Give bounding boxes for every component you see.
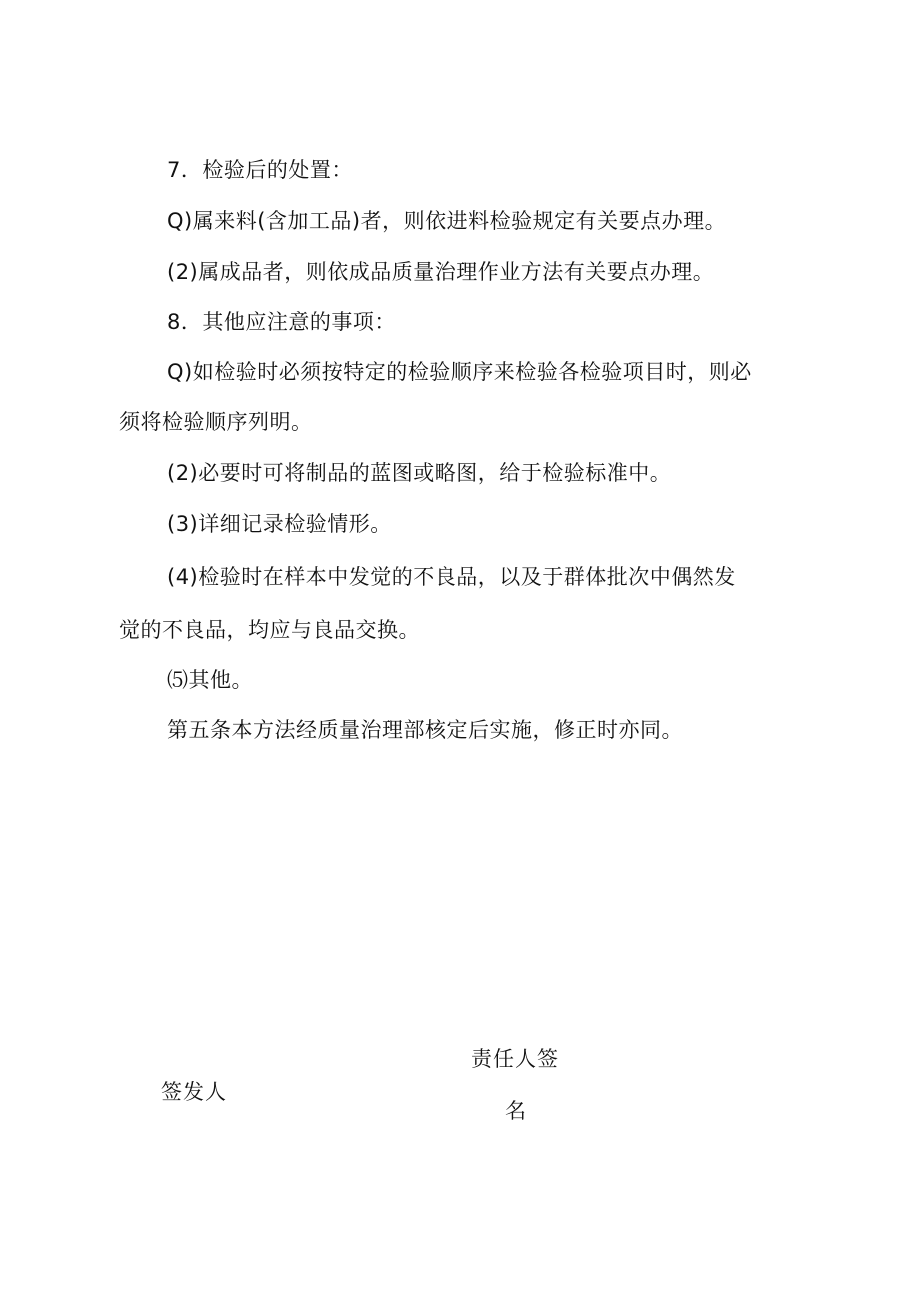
responsible-label-line1: 责任人签 xyxy=(471,1047,559,1071)
section-8-item-4-continued: 觉的不良品，均应与良品交换。 xyxy=(119,618,420,642)
article-5-text: 第五条本方法经质量治理部核定后实施，修正时亦同。 xyxy=(167,718,683,742)
section-8-item-1: Q)如检验时必须按特定的检验顺序来检验各检验项目时，则必 xyxy=(167,360,752,384)
section-8-item-1-continued: 须将检验顺序列明。 xyxy=(119,410,313,434)
section-7-item-1: Q)属来料(含加工品)者，则依进料检验规定有关要点办理。 xyxy=(167,209,727,233)
section-7-item-2: (2)属成品者，则依成品质量治理作业方法有关要点办理。 xyxy=(167,260,715,284)
section-8-item-4: (4)检验时在样本中发觉的不良品，以及于群体批次中偶然发 xyxy=(167,565,736,589)
section-8-heading: 8．其他应注意的事项： xyxy=(167,310,396,334)
section-8-item-2: (2)必要时可将制品的蓝图或略图，给于检验标准中。 xyxy=(167,461,672,485)
responsible-label-line2: 名 xyxy=(505,1099,527,1123)
section-7-heading: 7．检验后的处置： xyxy=(167,158,353,182)
issuer-label: 签发人 xyxy=(161,1080,227,1104)
section-8-item-3: (3)详细记录检验情形。 xyxy=(167,512,392,536)
section-8-item-5: ⑸其他。 xyxy=(167,668,253,692)
